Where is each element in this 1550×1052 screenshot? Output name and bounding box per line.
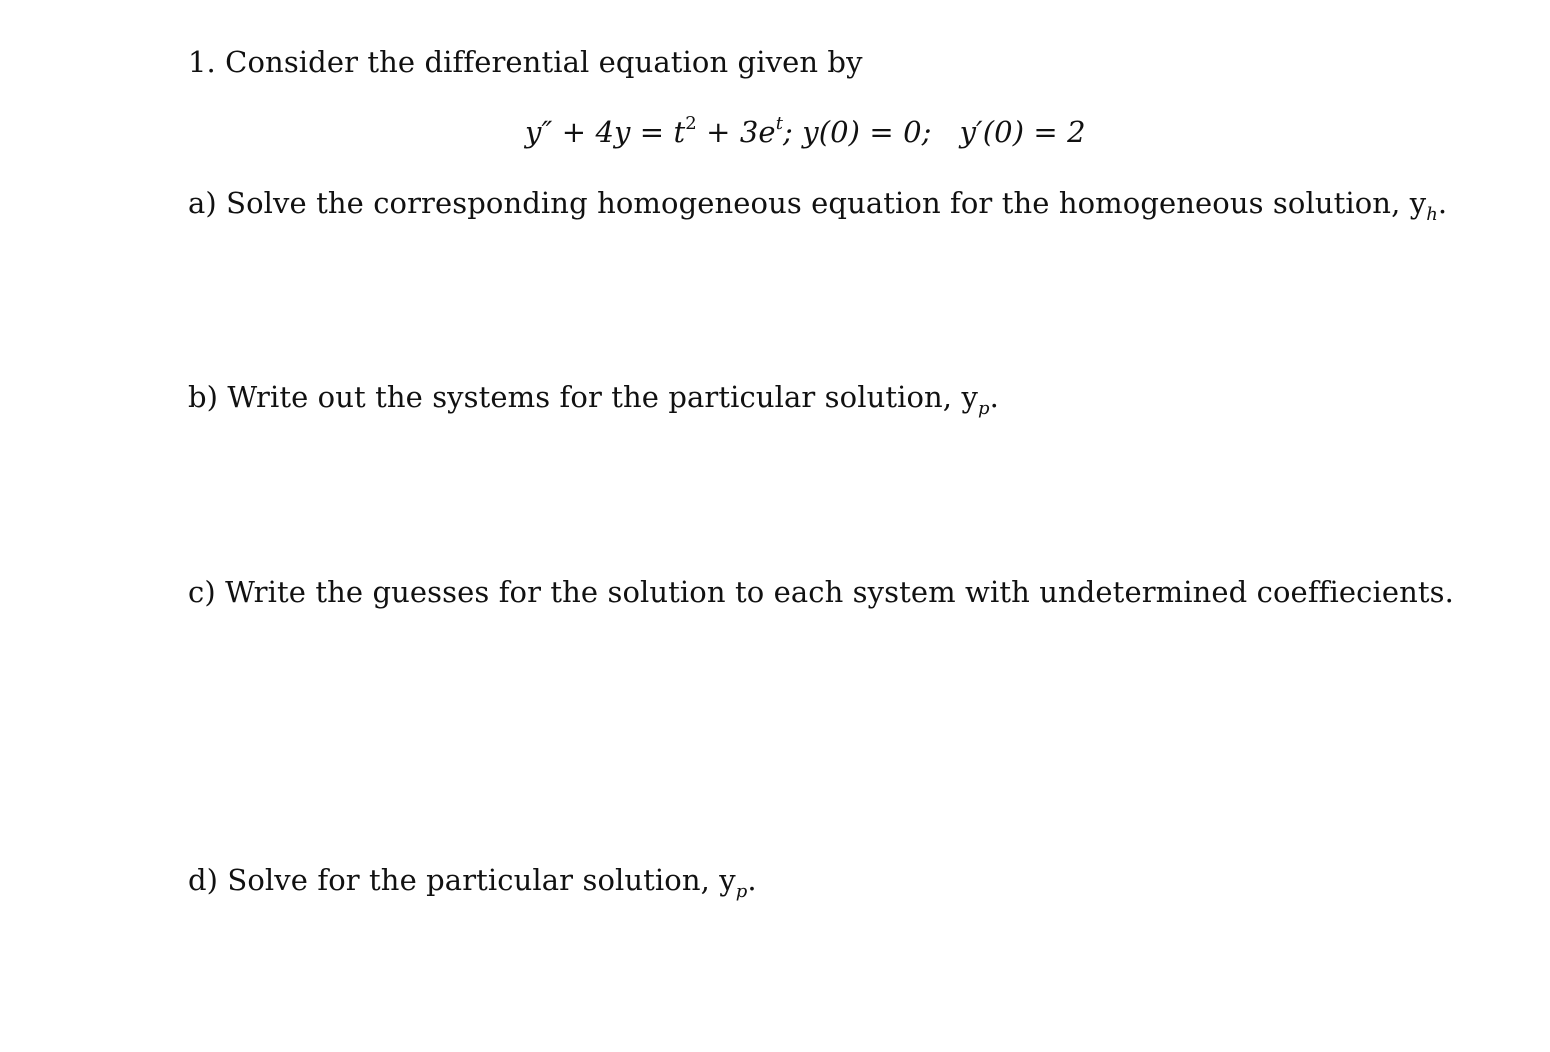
part-a-end: . xyxy=(1437,186,1448,220)
part-b-text: b) Write out the systems for the particular solution, y xyxy=(188,380,978,414)
part-d-end: . xyxy=(747,863,757,897)
equation-exponent-t: t xyxy=(775,113,784,134)
initial-condition-1: ; y(0) = 0; xyxy=(783,115,932,149)
part-d xyxy=(188,863,757,902)
equation-lhs: y″ + 4y = t xyxy=(525,115,686,149)
part-b-end: . xyxy=(989,380,999,414)
problem-intro: 1. Consider the differential equation given by xyxy=(188,45,863,79)
part-c-text: c) Write the guesses for the solution to each system with undetermined coeffiecients. xyxy=(188,575,1454,609)
part-a-subscript: h xyxy=(1426,204,1438,225)
part-b xyxy=(188,380,999,419)
equation-middle: + 3e xyxy=(696,115,776,149)
part-d-text: d) Solve for the particular solution, y xyxy=(188,863,736,897)
equation-exponent-2: 2 xyxy=(685,113,697,134)
initial-condition-2: y′(0) = 2 xyxy=(959,115,1086,149)
part-c xyxy=(188,575,1454,609)
part-b-subscript: p xyxy=(977,398,990,419)
part-a-text: a) Solve the corresponding homogeneous equation for the homogeneous solution, y xyxy=(188,186,1427,220)
part-d-subscript: p xyxy=(735,881,748,902)
part-a xyxy=(188,186,1448,225)
differential-equation xyxy=(525,113,1086,149)
